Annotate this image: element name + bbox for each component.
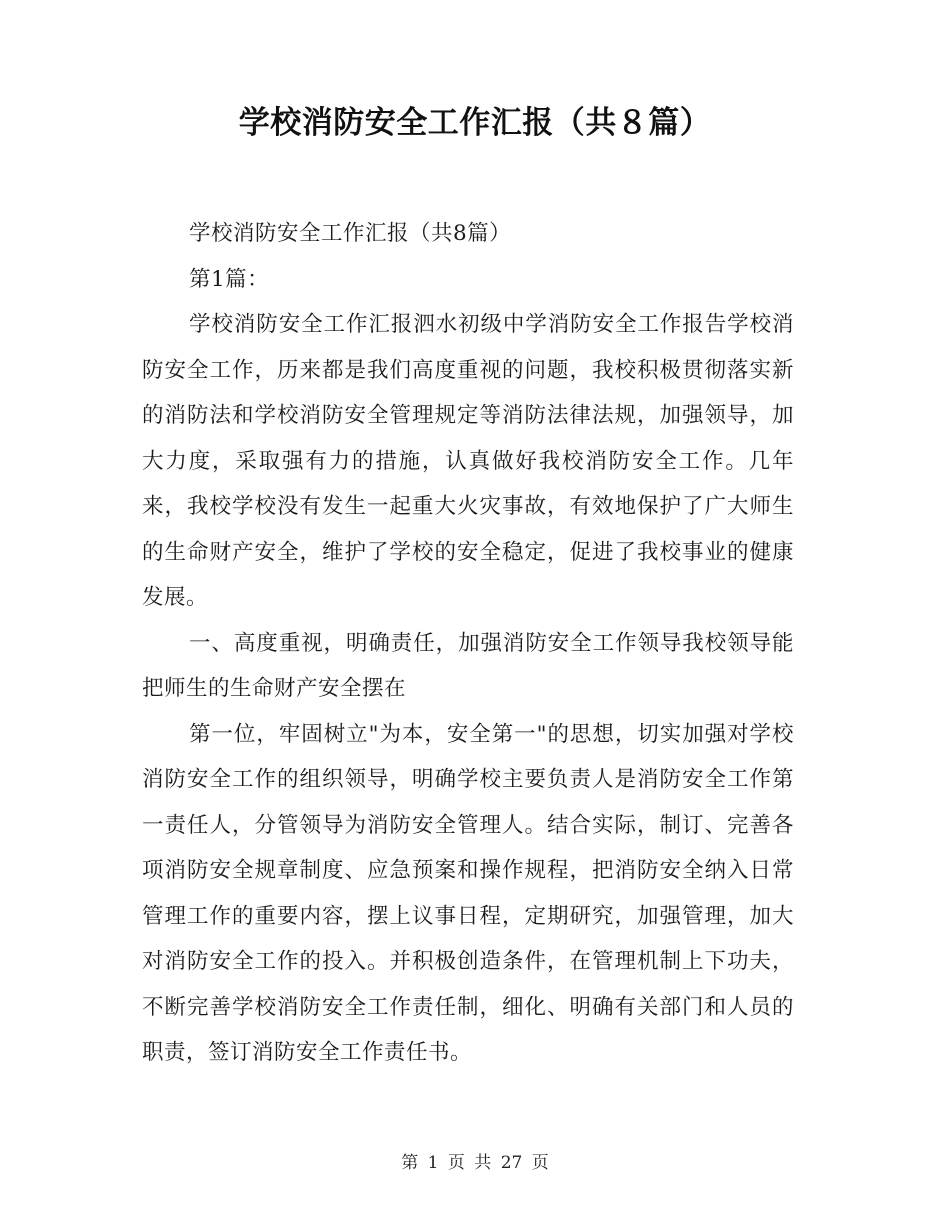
page-number-footer: 第 1 页 共 27 页 (401, 1153, 549, 1173)
body-paragraph: 学校消防安全工作汇报泗水初级中学消防安全工作报告学校消防安全工作，历来都是我们高度重视的问题，我校积极贯彻落实新的消防法和学校消防安全管理规定等消防法律法规，加强领导，加大力度，采取强有力的措施，认真做好我校消防安全工作。几年来，我校学校没有发生一起重大火灾事故，有效地保护了广大师生的生命财产安全，维护了学校的安全稳定，促进了我校事业的健康发展。 (142, 312, 794, 610)
section-heading-paragraph: 第1篇： (189, 266, 270, 292)
body-paragraph: 第一位，牢固树立"为本，安全第一"的思想，切实加强对学校消防安全工作的组织领导，明确学校主要负责人是消防安全工作第一责任人，分管领导为消防安全管理人。结合实际，制订、完善各项消防安全规章制度、应急预案和操作规程，把消防安全纳入日常管理工作的重要内容，摆上议事日程，定期研究，加强管理，加大对消防安全工作的投入。并积极创造条件，在管理机制上下功夫，不断完善学校消防安全工作责任制，细化、明确有关部门和人员的职责，签订消防安全工作责任书。 (142, 721, 794, 1065)
body-paragraph: 一、高度重视，明确责任，加强消防安全工作领导我校领导能把师生的生命财产安全摆在 (142, 630, 794, 701)
document-body (142, 211, 794, 1076)
subtitle-paragraph: 学校消防安全工作汇报（共8篇） (189, 221, 512, 246)
document-title: 学校消防安全工作汇报（共８篇） (238, 105, 712, 141)
